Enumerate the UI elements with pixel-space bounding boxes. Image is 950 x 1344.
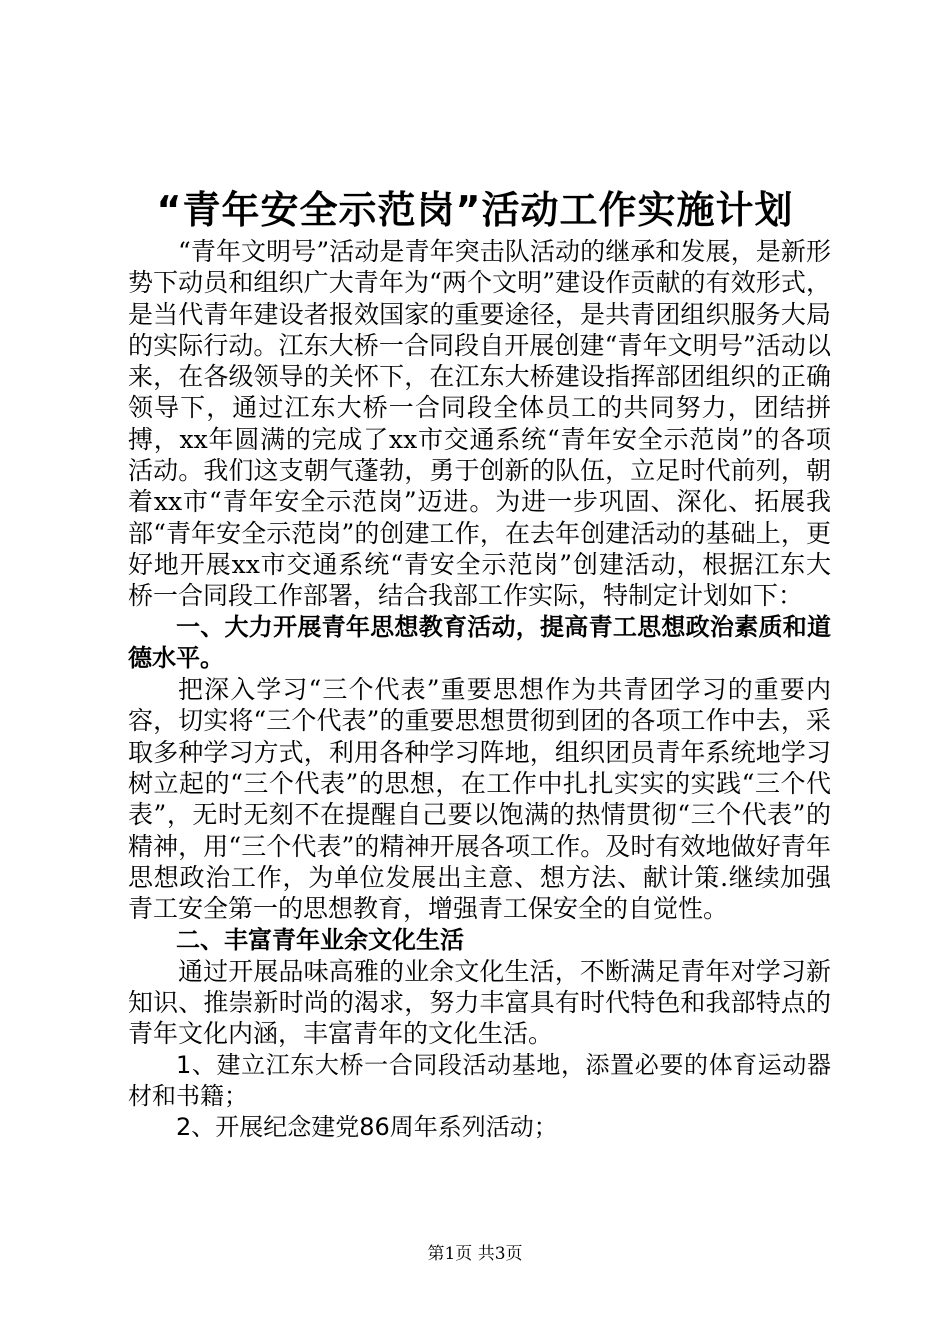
intro-paragraph: “青年文明号”活动是青年突击队活动的继承和发展，是新形势下动员和组织广大青年为“两个文明”建设作贡献的有效形式，是当代青年建设者报效国家的重要途径，是共青团组织服务大局的实际行动。江东大桥一合同段自开展创建“青年文明号”活动以来，在各级领导的关怀下，在江东大桥建设指挥部团组织的正确领导下，通过江东大桥一合同段全体员工的共同努力，团结拼搏，xx年圆满的完成了xx市交通系统“青年安全示范岗”的各项活动。我们这支朝气蓬勃，勇于创新的队伍，立足时代前列，朝着xx市“青年安全示范岗”迈进。为进一步巩固、深化、拓展我部“青年安全示范岗”的创建工作，在去年创建活动的基础上，更好地开展xx市交通系统“青安全示范岗”创建活动，根据江东大桥一合同段工作部署，结合我部工作实际，特制定计划如下：	[128, 237, 831, 611]
section-heading-2: 二、丰富青年业余文化生活	[176, 925, 464, 954]
list-item-2: 2、开展纪念建党86周年系列活动；	[176, 1113, 558, 1142]
section-heading-1: 一、大力开展青年思想教育活动，提高青工思想政治素质和道德水平。	[128, 612, 831, 672]
section-1-paragraph: 把深入学习“三个代表”重要思想作为共青团学习的重要内容，切实将“三个代表”的重要思想贯彻到团的各项工作中去，采取多种学习方式，利用各种学习阵地，组织团员青年系统地学习树立起的“三个代表”的思想，在工作中扎扎实实的实践“三个代表”，无时无刻不在提醒自己要以饱满的热情贯彻“三个代表”的精神，用“三个代表”的精神开展各项工作。及时有效地做好青年思想政治工作，为单位发展出主意、想方法、献计策.继续加强青工安全第一的思想教育，增强青工保安全的自觉性。	[128, 675, 831, 924]
document-body	[128, 236, 831, 1144]
page-footer: 第1页 共3页	[427, 1244, 523, 1264]
list-item-1: 1、建立江东大桥一合同段活动基地，添置必要的体育运动器材和书籍；	[128, 1050, 831, 1111]
section-2-paragraph: 通过开展品味高雅的业余文化生活，不断满足青年对学习新知识、推崇新时尚的渴求，努力丰富具有时代特色和我部特点的青年文化内涵，丰富青年的文化生活。	[128, 956, 831, 1049]
document-title: “青年安全示范岗”活动工作实施计划	[156, 188, 794, 232]
